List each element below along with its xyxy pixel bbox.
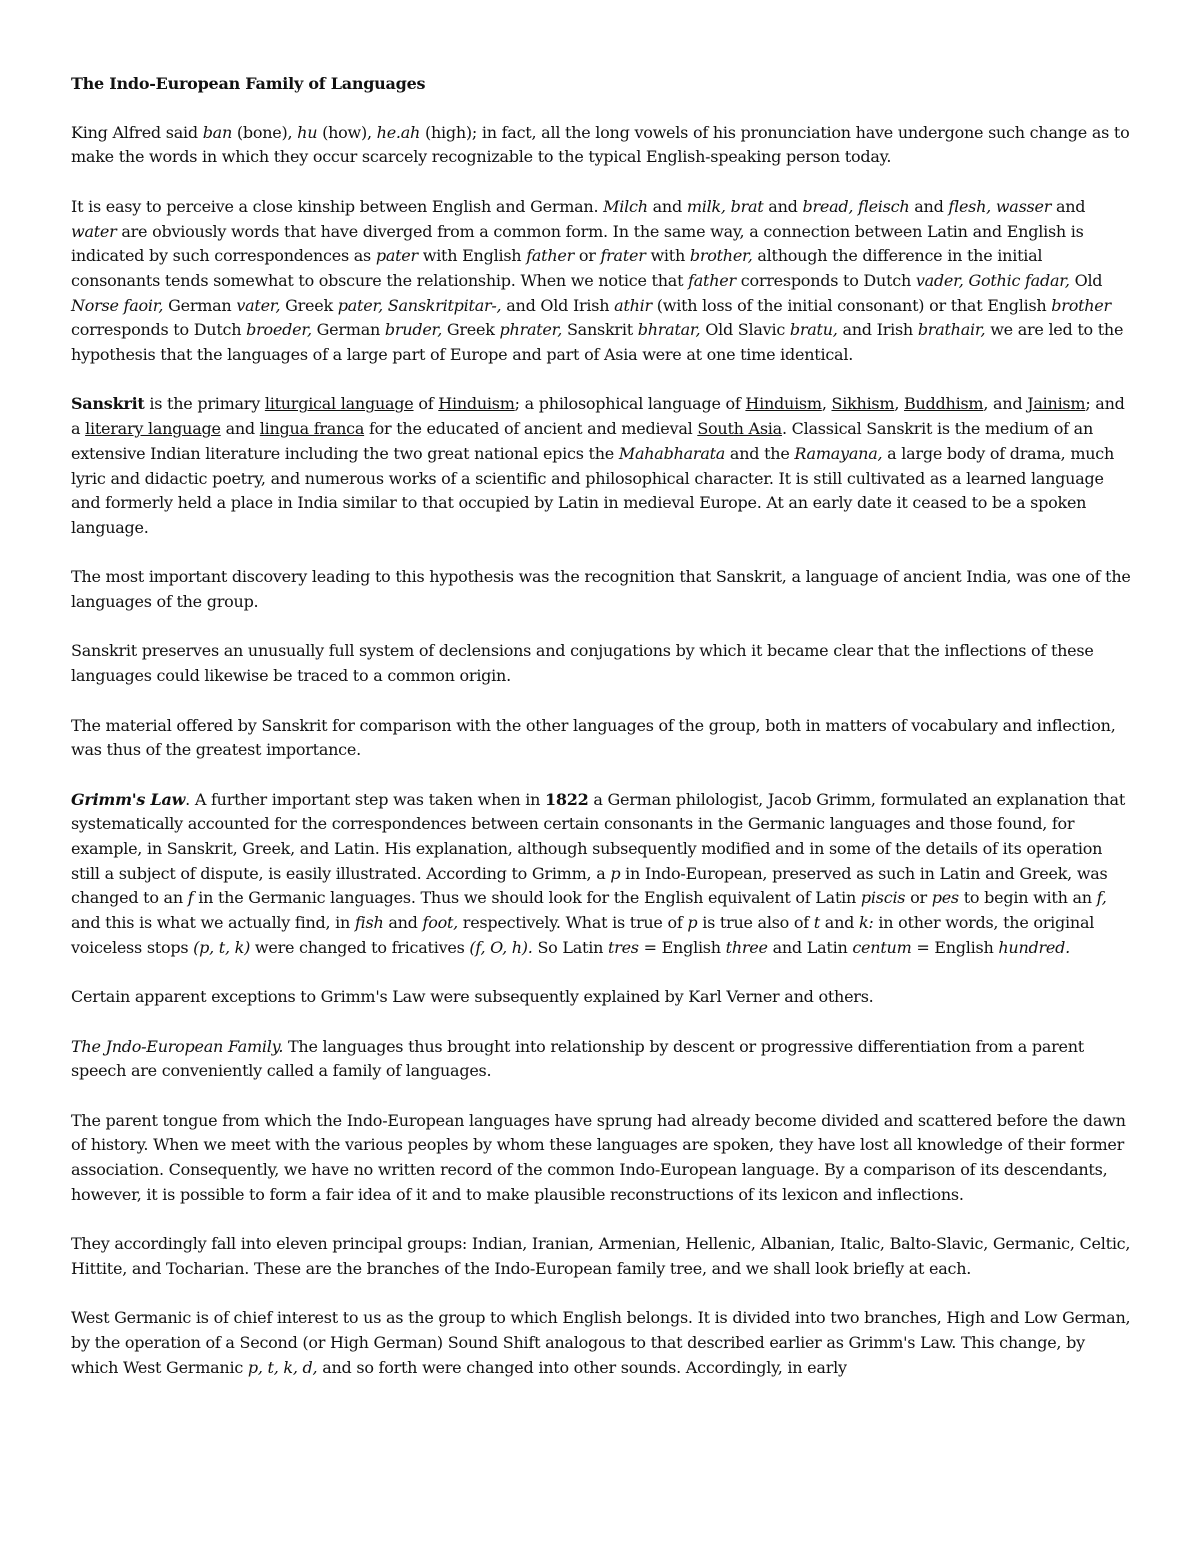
text-run: ; and a [71,394,1125,439]
italic-text: piscis [860,888,906,908]
text-run: Greek [280,295,338,315]
text-run: (high); in fact, all the long vowels of his pronunciation have undergone such change as to make the words in which they occur scarcely recognizable to the typical English-speaking person today. [71,122,1130,167]
italic-text: brat [730,196,764,216]
text-run: to begin with an [958,888,1097,908]
text-run: and [819,913,859,933]
text-run: King Alfred said [71,122,203,142]
italic-text: bhratar, [637,320,701,340]
text-run: corresponds to Dutch [71,320,247,340]
text-run: and the [725,443,795,463]
text-run: is the primary [144,394,265,414]
text-run: is true also of [697,913,814,933]
italic-text: Ramayana, [794,443,883,463]
italic-text: pater [375,246,418,266]
italic-text: Milch [603,196,648,216]
text-run: although the difference in the initial consonants tends somewhat to obscure the relationship. When we notice that [71,246,1043,290]
paragraph [71,985,1131,1010]
italic-text: foot, [422,913,458,933]
italic-text: p [610,863,621,883]
link[interactable]: Jainism [1027,394,1086,414]
italic-text: bratu, [789,320,838,340]
paragraph [71,195,1131,368]
text-run: Old [1069,270,1103,290]
text-run: a large body of drama, much lyric and didactic poetry, and numerous works of a scientific and philosophical character. It is still cultivated as a learned language and formerly held a place in India similar to that occupied by Latin in medieval Europe. At an early date it ceased to be a spoken language. [71,443,1115,537]
italic-text: (f, O, h). [469,937,533,957]
italic-text: brother, [689,246,753,266]
text-run: = English [638,937,726,957]
italic-text: p [687,913,698,933]
bold-text: 1822 [545,789,589,809]
link[interactable]: Buddhism [903,394,984,414]
text-run: Old Slavic [700,320,790,340]
text-run: Sanskrit [562,320,638,340]
italic-text: hundred. [998,937,1070,957]
text-run: So Latin [532,937,608,957]
text-run: and Latin [767,937,853,957]
paragraph [71,714,1131,763]
text-run: German [311,320,385,340]
text-run: and [220,419,260,439]
italic-text: tres [608,937,639,957]
text-run: and [1051,196,1086,216]
text-run: (how), [317,122,377,142]
paragraph [71,392,1131,540]
italic-text: (p, t, k) [193,937,251,957]
paragraph [71,121,1131,170]
text-run: and [647,196,687,216]
italic-text: ban [202,122,233,142]
text-run: in other words, the original voiceless stops [71,913,1095,957]
text-run: and this is what we actually find, in [71,913,355,933]
italic-text: bread, fleisch [802,196,910,216]
paragraph [71,639,1131,688]
italic-text: phrater, [499,320,563,340]
paragraph [71,1306,1131,1380]
text-run: It is easy to perceive a close kinship between English and German. [71,196,604,216]
italic-text: father [688,270,736,290]
text-run: (with loss of the initial consonant) or that English [651,295,1052,315]
italic-text: brother [1051,295,1111,315]
text-run: . Classical Sanskrit is the medium of an extensive Indian literature including the two great national epics the [71,419,1094,463]
italic-text: broeder, [246,320,312,340]
text-run: and Irish [837,320,918,340]
text-run: The material offered by Sanskrit for comparison with the other languages of the group, both in matters of vocabulary and inflection, was thus of the greatest importance. [71,715,1116,760]
italic-text: father [526,246,574,266]
text-run: a German philologist, Jacob Grimm, formulated an explanation that systematically accounted for the correspondences between certain consonants in the Germanic languages and those found, for example, in Sanskrit, Greek, and Latin. His explanation, although subsequently modified and in some of the details of its operation still a subject of dispute, is easily illustrated. According to Grimm, a [71,789,1126,883]
paragraph [71,565,1131,614]
italic-text: pes [931,888,959,908]
emphasis-text: Grimm's Law [71,789,186,809]
italic-text: hu [297,122,318,142]
text-run: in Indo-European, preserved as such in Latin and Greek, was changed to an [71,863,1108,908]
text-run: The parent tongue from which the Indo-European languages have sprung had already become divided and scattered before the dawn of history. When we meet with the various peoples by whom these languages are spoken, they have lost all knowledge of their former association. Consequently, we have no written record of the common Indo-European language. By a comparison of its descendants, however, it is possible to form a fair idea of it and to make plausible reconstructions of its lexicon and inflections. [71,1110,1126,1204]
link[interactable]: Hinduism [438,394,515,414]
italic-text: k: [858,913,874,933]
italic-text: t [813,913,820,933]
paragraph [71,788,1131,961]
paragraph [71,1035,1131,1084]
text-run: with [645,246,690,266]
text-run: and so forth were changed into other sounds. Accordingly, in early [317,1357,847,1377]
text-run: . A further important step was taken when in [185,789,545,809]
text-run: of [413,394,439,414]
link[interactable]: liturgical language [264,394,414,414]
text-run: The most important discovery leading to this hypothesis was the recognition that Sanskrit, a language of ancient India, was one of the languages of the group. [71,567,1131,612]
italic-text: flesh, wasser [948,196,1052,216]
text-run: and [383,913,423,933]
text-run: , and [983,394,1028,414]
bold-text: Sanskrit [71,394,145,414]
italic-text: milk, [686,196,726,216]
text-run: and [763,196,803,216]
italic-text: centum [852,937,912,957]
italic-text: Mahabharata [618,443,726,463]
italic-text: water [71,221,117,241]
document-page [71,72,1131,1405]
document-title: The Indo-European Family of Languages [71,74,426,93]
text-run: Greek [442,320,500,340]
bold-text [71,790,185,809]
italic-text: Norse faoir, [71,295,164,315]
text-run: respectively. What is true of [457,913,688,933]
text-run: with English [417,246,527,266]
text-run: Certain apparent exceptions to Grimm's Law were subsequently explained by Karl Verner and others. [71,987,874,1007]
text-run: in the Germanic languages. Thus we should look for the English equivalent of Latin [193,888,861,908]
text-run: = English [911,937,999,957]
text-run: Sanskrit preserves an unusually full system of declensions and conjugations by which it became clear that the inflections of these languages could likewise be traced to a common origin. [71,641,1094,686]
italic-text: p, t, k, d, [247,1357,318,1377]
italic-text: vader, Gothic fadar, [915,270,1070,290]
italic-text: three [725,937,768,957]
link[interactable]: Hinduism [745,394,822,414]
text-run: They accordingly fall into eleven principal groups: Indian, Iranian, Armenian, Hellenic, Albanian, Italic, Balto-Slavic, Germanic, Celtic, Hittite, and Tocharian. These are the branches of the Indo-European family tree, and we shall look briefly at each. [71,1234,1131,1278]
italic-text: brathair, [917,320,986,340]
text-run: we are led to the hypothesis that the languages of a large part of Europe and part of Asia were at one time identical. [71,320,1124,365]
paragraph [71,1232,1131,1281]
link[interactable]: lingua franca [259,419,365,439]
italic-text: pater, Sanskritpitar-, [337,295,502,315]
text-run: are obviously words that have diverged from a common form. In the same way, a connection between Latin and English is indicated by such correspondences as [71,221,1084,266]
text-run: were changed to fricatives [250,937,470,957]
link[interactable]: Sikhism [831,394,895,414]
italic-text: fish [354,913,384,933]
text-run: German [163,295,237,315]
text-run: , [894,394,904,414]
paragraph [71,1109,1131,1208]
text-run: The languages thus brought into relationship by descent or progressive differentiation from a parent speech are conveniently called a family of languages. [71,1036,1084,1081]
link[interactable]: literary language [85,419,221,439]
text-run: and Old Irish [501,295,615,315]
italic-text: athir [614,295,652,315]
italic-text: f [187,888,194,908]
italic-text: vater, [236,295,281,315]
text-run: or [574,246,601,266]
text-run: for the educated of ancient and medieval [364,419,698,439]
italic-text: The Jndo-European Family. [71,1036,284,1056]
link[interactable]: South Asia [697,419,782,439]
text-run: corresponds to Dutch [735,270,916,290]
text-run: West Germanic is of chief interest to us as the group to which English belongs. It is divided into two branches, High and Low German, by the operation of a Second (or High German) Sound Shift analogous to that described earlier as Grimm's Law. This change, by which West Germanic [71,1308,1131,1377]
italic-text: he.ah [376,122,421,142]
text-run: (bone), [232,122,298,142]
text-run: and [909,196,949,216]
text-run: ; a philosophical language of [514,394,746,414]
italic-text: bruder, [384,320,443,340]
document-body [71,121,1131,1381]
italic-text: frater [600,246,646,266]
text-run: or [905,888,932,908]
italic-text: f, [1096,888,1107,908]
text-run: , [821,394,832,414]
